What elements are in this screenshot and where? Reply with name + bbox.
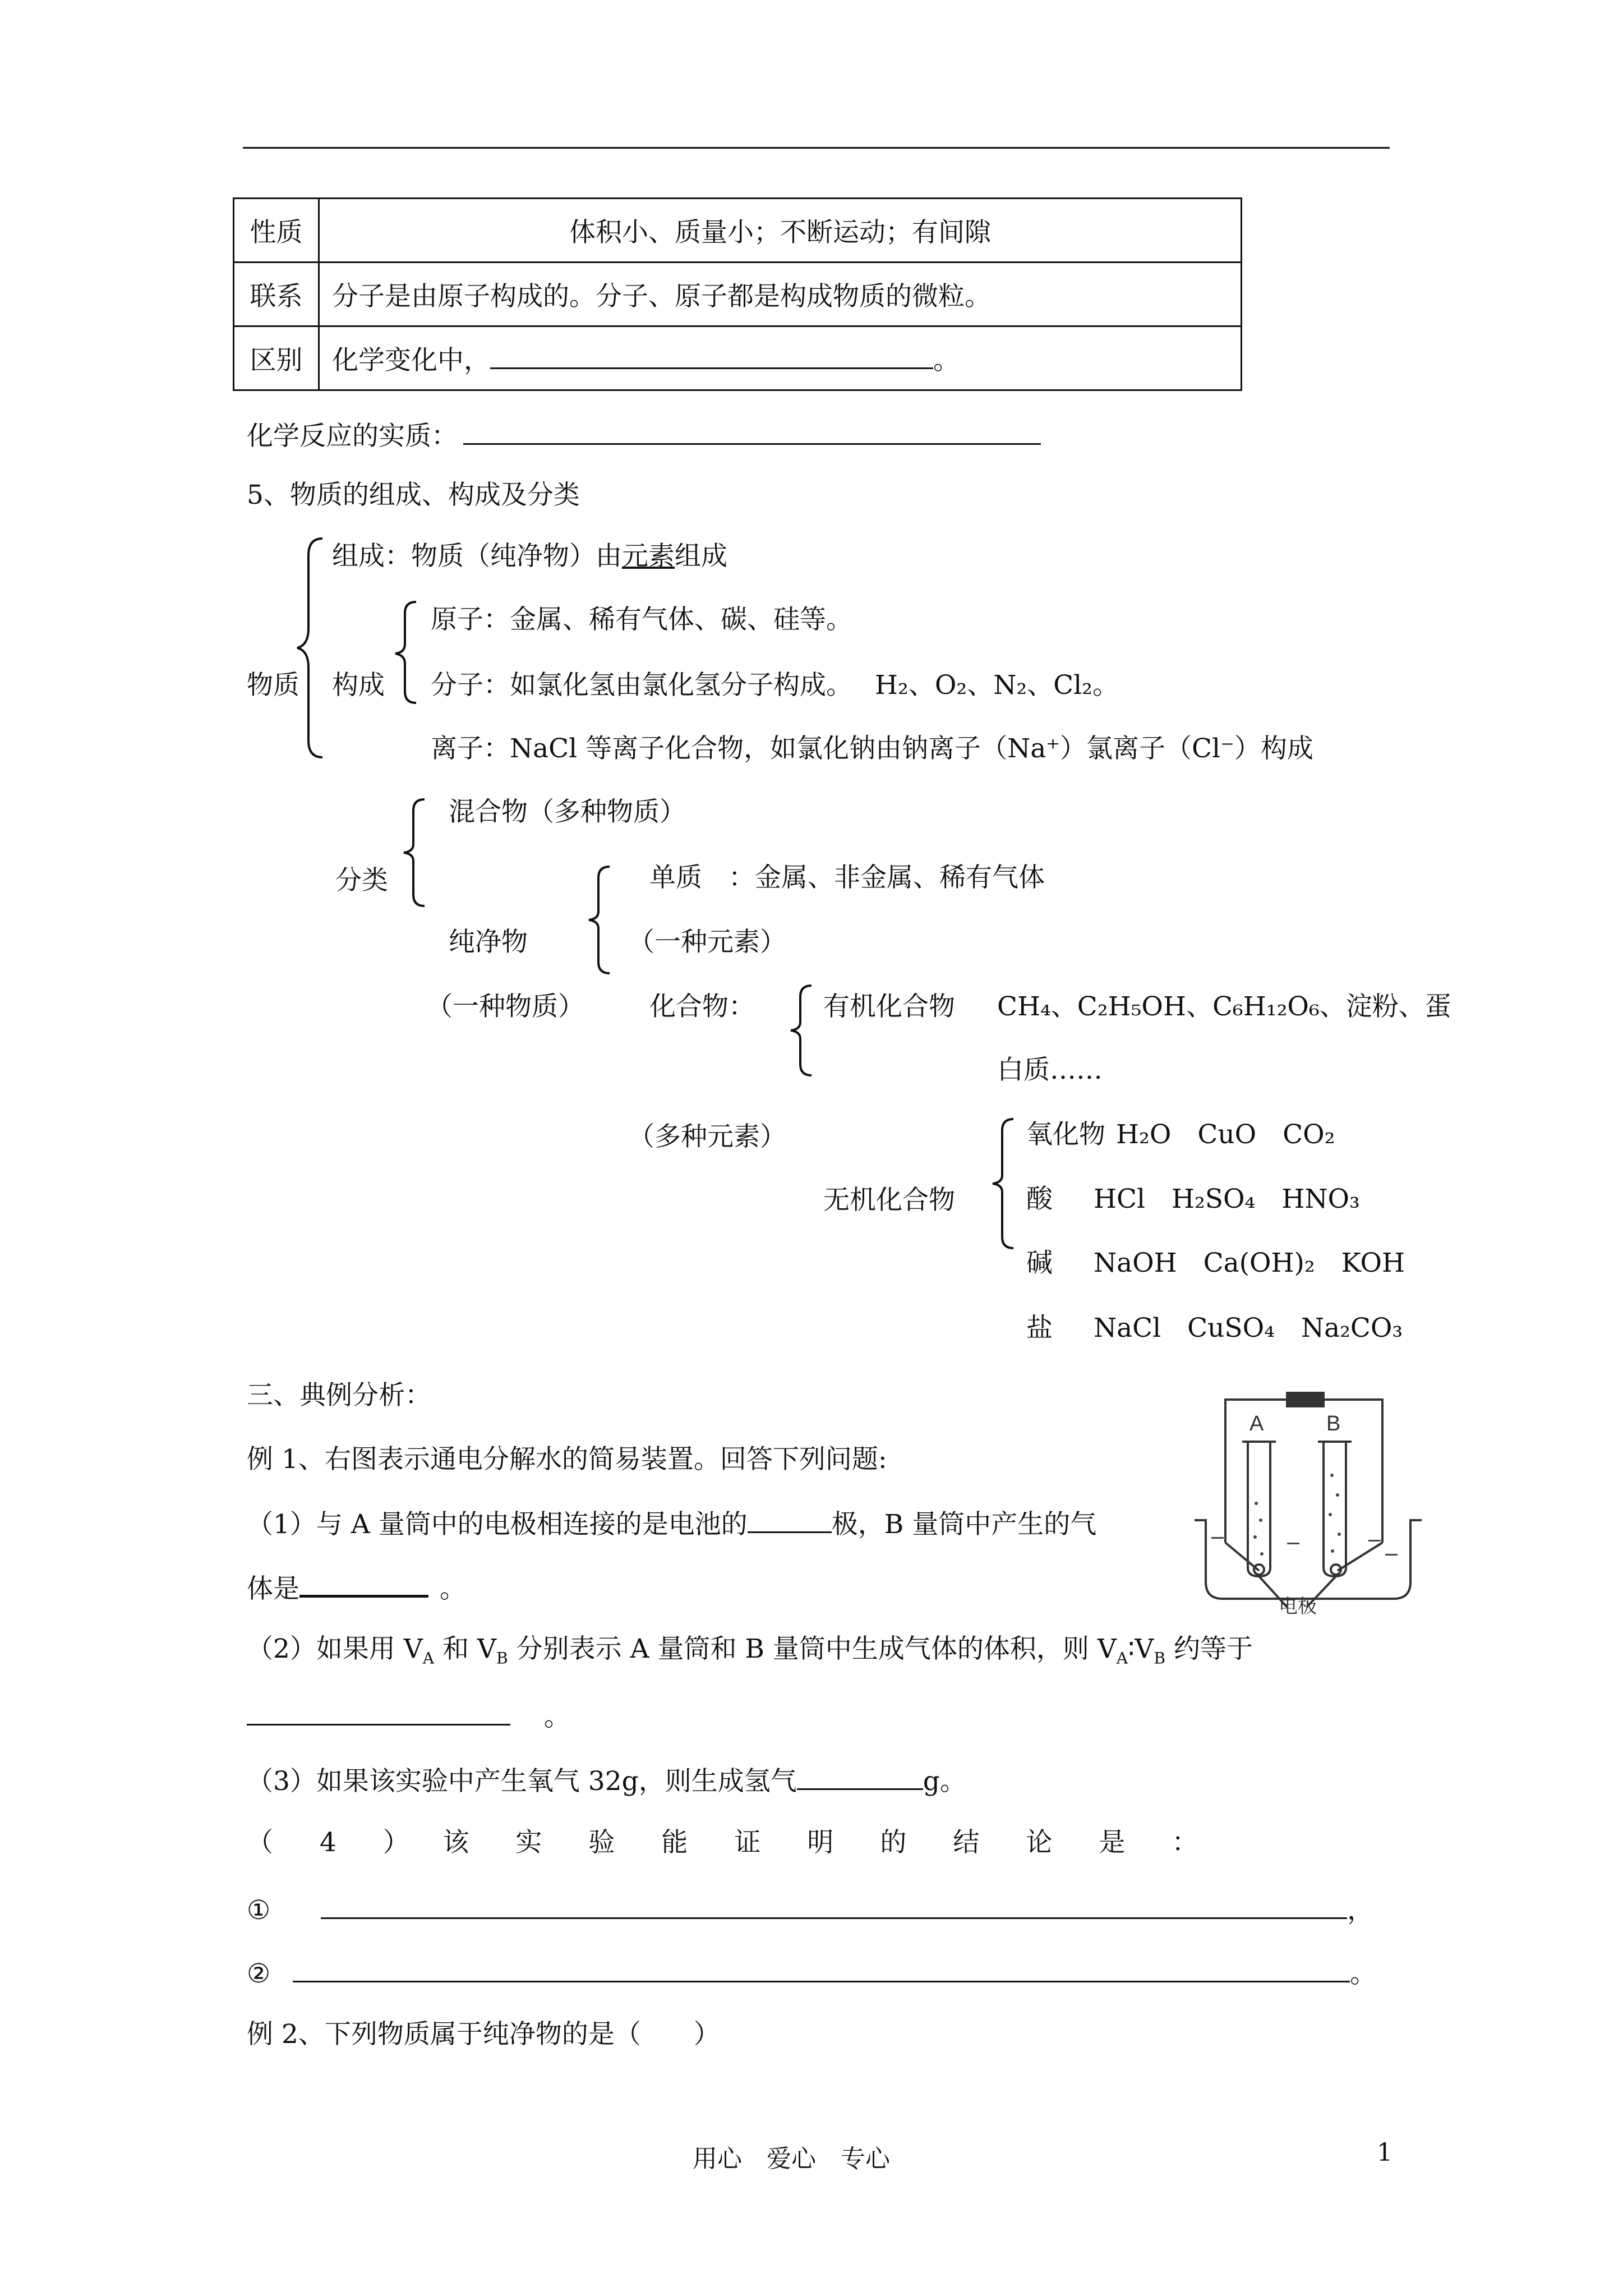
q2-sub-a: A [422, 1649, 435, 1668]
table-row [234, 326, 1242, 390]
classification-mixture: 混合物（多种物质） [449, 797, 686, 827]
q2-sub-b: B [496, 1649, 508, 1668]
inorganic-brace [990, 1116, 1018, 1251]
inorganic-formulas: NaOH Ca(OH)₂ KOH [1094, 1248, 1405, 1278]
classification-organic: 有机化合物 [823, 991, 955, 1022]
q3-text-a: （3）如果该实验中产生氧气 32g，则生成氢气 [247, 1766, 797, 1797]
classification-element: 单质 ：金属、非金属、稀有气体 [649, 862, 1045, 893]
classification-organic-examples-2: 白质…… [997, 1055, 1103, 1085]
answer-blank[interactable] [293, 1954, 1350, 1982]
pure-brace [586, 864, 614, 976]
example1-intro: 例 1、右图表示通电分解水的简易装置。回答下列问题: [247, 1444, 887, 1475]
q2-text-c: 分别表示 A 量筒和 B 量筒中生成气体的体积，则 V [508, 1634, 1117, 1664]
inorganic-name: 氧化物 [1026, 1119, 1105, 1150]
q2-text-a: （2）如果用 V [247, 1634, 423, 1664]
q1-text-b: 极，B 量筒中产生的气 [831, 1509, 1097, 1540]
inorganic-name: 碱 [1026, 1248, 1053, 1278]
molecule-text: 分子：如氯化氢由氯化氢分子构成。 [431, 670, 852, 701]
molecule-formulas: H₂、O₂、N₂、Cl₂。 [875, 670, 1119, 701]
table-key: 联系 [234, 263, 319, 326]
conclusion-1-end: ， [1347, 1895, 1374, 1926]
q1-text-a: （1）与 A 量筒中的电极相连接的是电池的 [247, 1509, 748, 1540]
q3-text-b: g。 [923, 1766, 966, 1797]
goucheng-brace [393, 599, 421, 706]
zucheng-underlined: 元素 [622, 541, 675, 572]
classification-inorganic: 无机化合物 [823, 1185, 955, 1216]
example1-q1-line1 [247, 1504, 1096, 1542]
classification-organic-examples: CH₄、C₂H₅OH、C₆H₁₂O₆、淀粉、蛋 [997, 991, 1451, 1022]
example1-q2-line1 [247, 1632, 1253, 1675]
compound-brace [788, 983, 816, 1078]
inorganic-row-oxide [1026, 1118, 1335, 1152]
composition-atom: 原子：金属、稀有气体、碳、硅等。 [431, 604, 852, 635]
example1-conclusion-1 [247, 1890, 1373, 1927]
example1-conclusion-2 [247, 1954, 1376, 1991]
conclusion-2-end: 。 [1350, 1958, 1377, 1989]
classification-compound-note: （多种元素） [628, 1121, 786, 1152]
q2-sub-a2: A [1116, 1649, 1128, 1668]
composition-zucheng [332, 540, 727, 573]
composition-root: 物质 [247, 670, 299, 701]
inorganic-formulas: NaCl CuSO₄ Na₂CO₃ [1094, 1313, 1403, 1343]
answer-blank[interactable] [797, 1761, 923, 1790]
answer-blank[interactable] [490, 341, 933, 369]
classification-compound: 化合物： [649, 991, 755, 1022]
conclusion-2-marker: ② [247, 1958, 271, 1989]
reaction-essence-label: 化学反应的实质： [247, 421, 458, 452]
table-row [234, 263, 1242, 326]
q2-sub-b2: B [1154, 1649, 1166, 1668]
example1-q1-line2 [247, 1568, 466, 1606]
header-rule [243, 147, 1390, 149]
inorganic-formulas: H₂O CuO CO₂ [1116, 1119, 1335, 1150]
reaction-essence-line [247, 416, 1041, 453]
q2-end: 。 [544, 1701, 570, 1732]
composition-goucheng: 构成 [332, 670, 385, 701]
classification-brace [401, 797, 429, 909]
figure-label-b: B [1326, 1412, 1341, 1435]
composition-brace [294, 536, 328, 760]
inorganic-row-base [1026, 1246, 1405, 1280]
q2-text-d: ∶V [1128, 1634, 1154, 1664]
inorganic-name: 盐 [1026, 1313, 1053, 1343]
page-number: 1 [1377, 2138, 1393, 2167]
classification-pure-note: （一种物质） [426, 991, 584, 1022]
classification-label: 分类 [335, 865, 388, 896]
electrolysis-apparatus-figure [1189, 1374, 1424, 1616]
classification-element-note: （一种元素） [628, 927, 786, 958]
molecule-atom-table [233, 197, 1242, 391]
zucheng-end: 组成 [675, 541, 727, 572]
section3-title: 三、典例分析： [247, 1380, 431, 1411]
answer-blank[interactable] [463, 416, 1041, 445]
example1-q4: （ 4 ） 该 实 验 能 证 明 的 结 论 是 ： [247, 1827, 1209, 1858]
q2-text-b: 和 V [434, 1634, 496, 1664]
example1-q3 [247, 1761, 966, 1798]
q1-text-d: 。 [440, 1573, 466, 1604]
answer-blank[interactable] [321, 1890, 1347, 1919]
zucheng-text: 组成：物质（纯净物）由 [332, 541, 622, 572]
inorganic-row-salt [1026, 1312, 1403, 1345]
table-value: 体积小、质量小；不断运动；有间隙 [319, 199, 1242, 263]
answer-blank[interactable] [247, 1697, 510, 1726]
figure-label-a: A [1249, 1412, 1264, 1435]
example1-q2-line2 [247, 1697, 570, 1734]
table-row [234, 199, 1242, 263]
answer-blank[interactable] [748, 1504, 832, 1533]
conclusion-1-marker: ① [247, 1895, 271, 1926]
q1-text-c: 体是 [247, 1573, 299, 1604]
table-value-text: 化学变化中， [332, 345, 490, 376]
composition-molecule [431, 669, 1119, 702]
table-key: 区别 [234, 326, 319, 390]
section5-title: 5、物质的组成、构成及分类 [247, 480, 580, 510]
example2: 例 2、下列物质属于纯净物的是（ ） [247, 2019, 720, 2050]
q2-text-e: 约等于 [1165, 1634, 1253, 1664]
answer-blank[interactable] [299, 1568, 428, 1598]
table-value: 分子是由原子构成的。分子、原子都是构成物质的微粒。 [319, 263, 1242, 326]
inorganic-formulas: HCl H₂SO₄ HNO₃ [1094, 1184, 1360, 1214]
table-value [319, 326, 1242, 390]
composition-ion: 离子：NaCl 等离子化合物，如氯化钠由钠离子（Na⁺）氯离子（Cl⁻）构成 [431, 733, 1313, 764]
table-key: 性质 [234, 199, 319, 263]
inorganic-row-acid [1026, 1182, 1360, 1216]
footer-center: 用心 爱心 专心 [693, 2145, 890, 2173]
table-value-suffix: 。 [933, 345, 960, 376]
inorganic-name: 酸 [1026, 1184, 1053, 1214]
classification-pure: 纯净物 [449, 927, 528, 958]
figure-caption: 电极 [1279, 1595, 1317, 1616]
